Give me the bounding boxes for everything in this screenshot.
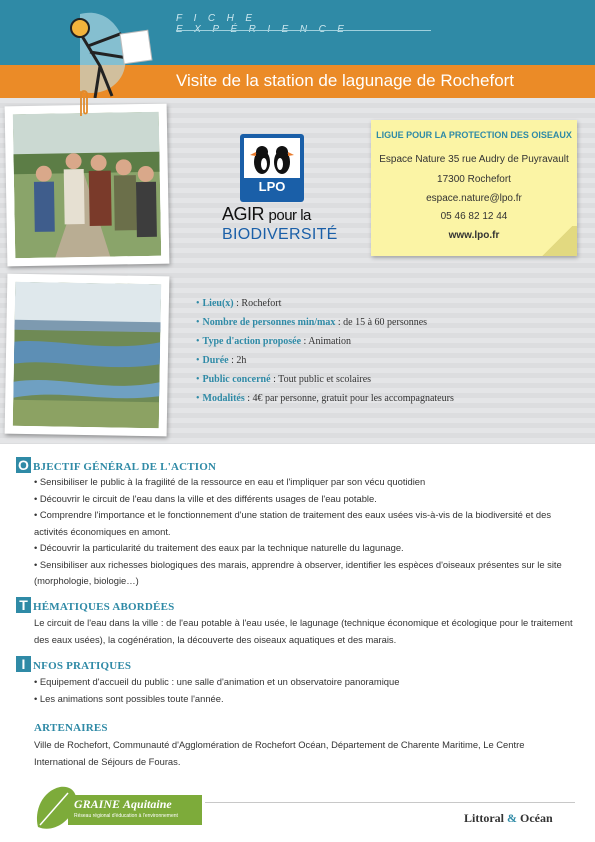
marsh-photo-image	[13, 282, 161, 429]
contact-city: 17300 Rochefort	[437, 174, 511, 185]
detail-lieu: • Lieu(x) : Rochefort	[196, 298, 282, 309]
details-list	[196, 298, 454, 412]
contact-phone: 05 46 82 12 44	[440, 211, 508, 222]
detail-public: • Public concerné : Tout public et scolaires	[196, 374, 372, 385]
detail-type: • Type d'action proposée : Animation	[196, 336, 352, 347]
objectif-initial: O	[16, 457, 31, 473]
agir-word: AGIR	[222, 204, 265, 224]
objectif-item: • Découvrir la particularité du traitement des eaux par la technique naturelle du lagunage.	[34, 542, 404, 553]
lpo-logo-text: LPO	[258, 179, 286, 194]
header-label: FICHE	[176, 13, 264, 24]
stickman-illustration	[40, 6, 160, 101]
thematiques-section	[16, 597, 576, 648]
objectif-section	[16, 457, 576, 590]
littoral-ocean-label: Littoral & Océan	[464, 811, 553, 825]
graine-wordmark: GRAINE Aquitaine	[74, 797, 172, 811]
objectif-item: • Sensibiliser aux richesses biologiques des marais, apprendre à observer, identifier les espèces d'oiseaux présentes sur le site (morphologie, biologie…)	[34, 558, 562, 586]
contact-website[interactable]: www.lpo.fr	[448, 230, 500, 241]
marsh-photo	[5, 274, 170, 437]
contact-email[interactable]: espace.nature@lpo.fr	[426, 193, 522, 204]
paperclip-icon	[78, 88, 90, 118]
partenaires-title: ARTENAIRES	[34, 722, 108, 734]
thematiques-initial: T	[16, 597, 31, 613]
detail-modalites: • Modalités : 4€ par personne, gratuit pour les accompagnateurs	[196, 393, 454, 404]
detail-nombre: • Nombre de personnes min/max : de 15 à 60 personnes	[196, 317, 428, 328]
agir-slogan	[222, 204, 311, 225]
infos-section	[16, 656, 576, 707]
infos-title: NFOS PRATIQUES	[33, 660, 132, 672]
infos-item: • Les animations sont possibles toute l'année.	[34, 692, 224, 704]
group-photo-image	[13, 112, 161, 259]
contact-address: Espace Nature 35 rue Audry de Puyravault	[379, 154, 569, 165]
contact-note	[371, 120, 577, 256]
header-divider	[176, 30, 431, 31]
detail-duree: • Durée : 2h	[196, 355, 247, 366]
biodiversite-word: BIODIVERSITÉ	[222, 226, 338, 243]
pour-la-word: pour la	[268, 207, 311, 224]
contact-org: LIGUE POUR LA PROTECTION DES OISEAUX	[376, 130, 572, 140]
thematiques-text: Le circuit de l'eau dans la ville : de l'eau potable à l'eau usée, le lagunage (technique économique et écologique pour le traitement des eaux usées), la cogénération, la découverte des oiseaux aquatiques et des marais.	[34, 617, 573, 645]
page-curl	[537, 226, 577, 256]
objectif-item: • Comprendre l'importance et le fonctionnement d'une station de traitement des eaux usées vis-à-vis de la biodiversité et des activités économiques en amont.	[34, 509, 552, 537]
page-title: Visite de la station de lagunage de Rochefort	[176, 71, 515, 90]
objectif-item: • Sensibiliser le public à la fragilité de la ressource en eau et l'impliquer par son vécu quotidien	[34, 476, 426, 487]
infos-initial: I	[16, 656, 31, 672]
group-photo	[5, 104, 170, 267]
partenaires-section	[16, 722, 576, 770]
objectif-title: BJECTIF GÉNÉRAL DE L'ACTION	[33, 461, 217, 473]
graine-logo	[34, 783, 204, 835]
partenaires-text: Ville de Rochefort, Communauté d'Agglomération de Rochefort Océan, Département de Charente Maritime, Le Centre International de Séjours de Fouras.	[34, 739, 525, 767]
lpo-logo	[240, 134, 304, 202]
objectif-item: • Découvrir le circuit de l'eau dans la ville et des différents usages de l'eau potable.	[34, 492, 377, 504]
thematiques-title: HÉMATIQUES ABORDÉES	[33, 601, 175, 613]
infos-item: • Equipement d'accueil du public : une salle d'animation et un observatoire panoramique	[34, 676, 400, 687]
graine-tagline: Réseau régional d'éducation à l'environnement	[74, 813, 178, 819]
footer-divider	[205, 802, 575, 803]
